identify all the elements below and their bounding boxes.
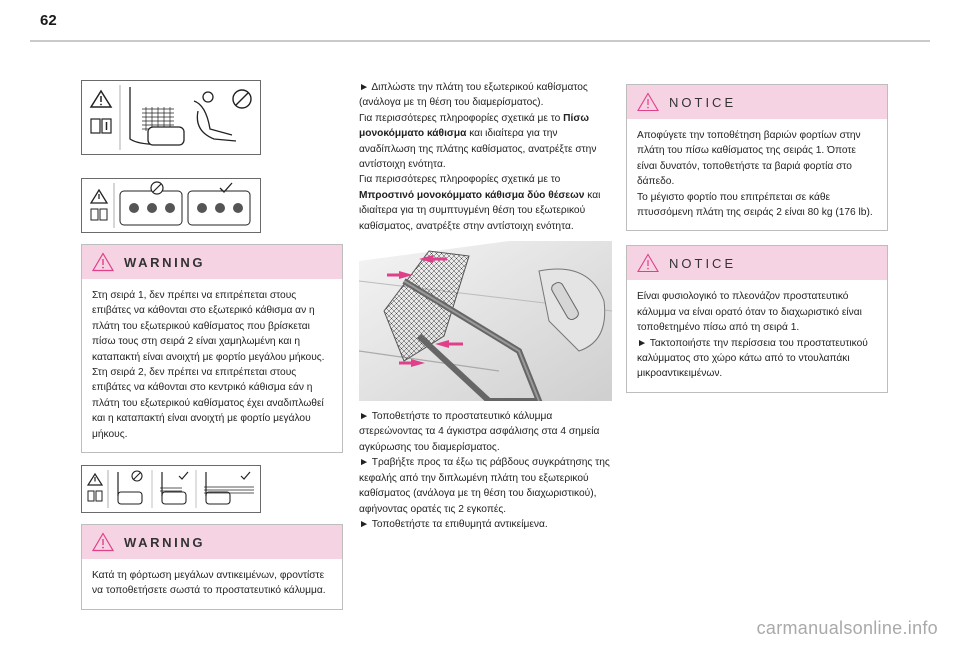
notice-title: NOTICE (669, 255, 737, 271)
instruction-step: ► Τοποθετήστε τα επιθυμητά αντικείμενα. (359, 518, 548, 530)
check-icon (179, 472, 188, 479)
warning-paragraph: Στη σειρά 1, δεν πρέπει να επιτρέπεται στους επιβάτες να κάθονται στο εξωτερικό κάθισμα αν η πλάτη του εξωτερικού καθίσματος που βρίσκεται πίσω τους στη σειρά 2 είναι χαμηλωμένη και η καταπακτή είναι ανοιχτή με φορτίο μεγάλου μήκους. (92, 290, 325, 363)
cargo-net-illustration (359, 241, 612, 401)
warning-triangle-icon (91, 91, 111, 107)
notice-paragraph: Το μέγιστο φορτίο που επιτρέπεται σε κάθε πτυσσόμενη πλάτη της σειράς 2 είναι 80 kg (176 lb). (637, 191, 873, 219)
warning-header (82, 245, 342, 279)
load-positions-label-illustration (82, 466, 260, 512)
reference-title: Μπροστινό μονοκόμματο κάθισμα δύο θέσεων (359, 189, 585, 201)
manual-book-icon (91, 119, 111, 133)
seat-positions-label-illustration (82, 179, 260, 232)
reference-paragraph: Για περισσότερες πληροφορίες σχετικά με το Μπροστινό μονοκόμματο κάθισμα δύο θέσεων και ιδιαίτερα για τη συμπτυγμένη θέση του εξωτερικού καθίσματος, ανατρέξτε στην αντίστοιχη ενότητα. (359, 174, 601, 232)
prohibited-icon (233, 90, 251, 108)
instructions-block-1 (359, 80, 612, 234)
right-column (626, 84, 888, 393)
notice-body (627, 119, 887, 230)
warning-box-1 (81, 244, 343, 453)
notice-body (627, 280, 887, 391)
warning-box-2 (81, 524, 343, 610)
top-rule (30, 40, 930, 42)
warning-triangle-icon (92, 532, 114, 552)
warning-triangle-icon (92, 252, 114, 272)
instructions-block-2 (359, 409, 612, 532)
middle-column (359, 80, 612, 532)
check-icon (241, 472, 250, 479)
warning-triangle-icon (91, 190, 107, 203)
watermark: carmanualsonline.info (756, 618, 938, 638)
notice-box-2 (626, 245, 888, 392)
manual-book-icon (88, 491, 102, 501)
warning-title: WARNING (124, 254, 206, 270)
manual-book-icon (91, 209, 107, 220)
notice-paragraph: Είναι φυσιολογικό το πλεονάζον προστατευτικό κάλυμμα να είναι ορατό όταν το διαχωριστικό είναι τοποθετημένο πίσω από τη σειρά 1. (637, 291, 862, 334)
warning-body (82, 559, 342, 609)
seat-warning-label-illustration (82, 81, 260, 154)
notice-paragraph: Αποφύγετε την τοποθέτηση βαριών φορτίων στην πλάτη του πίσω καθίσματος της σειράς 1. Όποτε είναι δυνατόν, τοποθετήστε τα βαριά φορτία στο δάπεδο. (637, 130, 861, 188)
notice-paragraph: ► Τακτοποιήστε την περίσσεια του προστατευτικού καλύμματος στο χώρο κάτω από το ντουλαπάκι μικροαντικειμένων. (637, 337, 868, 380)
instruction-step: ► Τοποθετήστε το προστατευτικό κάλυμμα στερεώνοντας τα 4 άγκιστρα ασφάλισης στα 4 σημεία αγκύρωσης του διαμερίσματος. (359, 411, 600, 453)
reference-paragraph: Για περισσότερες πληροφορίες σχετικά με το Πίσω μονοκόμματο κάθισμα και ιδιαίτερα για την αναδίπλωση της πλάτης καθίσματος, ανατρέξτε στην αντίστοιχη ενότητα. (359, 112, 597, 171)
warning-body (82, 279, 342, 452)
label-figure-load-positions (81, 465, 261, 513)
label-figure-seat-warning (81, 80, 261, 155)
instruction-step: ► Τραβήξτε προς τα έξω τις ράβδους συγκράτησης της κεφαλής από την διπλωμένη πλάτη του εξωτερικού καθίσματος (ανάλογα με τη θέση του διαχωριστικού), αφήνοντας ορατές τις 2 εγκοπές. (359, 457, 610, 515)
warning-paragraph: Στη σειρά 2, δεν πρέπει να επιτρέπεται στους επιβάτες να κάθονται στο κεντρικό κάθισμα εάν η πλάτη του εξωτερικού καθίσματος έχει αναδιπλωθεί και η καταπακτή είναι ανοιχτή με φορτίο μεγάλου μήκους. (92, 367, 324, 440)
warning-triangle-icon (88, 474, 102, 485)
label-figure-seat-positions (81, 178, 261, 233)
reference-title: Πίσω μονοκόμματο κάθισμα (359, 112, 589, 140)
cargo-net-photo (359, 241, 612, 401)
notice-triangle-icon (637, 92, 659, 112)
warning-paragraph: Κατά τη φόρτωση μεγάλων αντικειμένων, φροντίστε να τοποθετήσετε σωστά το προστατευτικό κάλυμμα. (92, 570, 326, 597)
notice-header (627, 85, 887, 119)
warning-header (82, 525, 342, 559)
left-column (81, 80, 343, 610)
prohibited-icon (151, 182, 163, 194)
page-number: 62 (40, 12, 57, 29)
notice-box-1 (626, 84, 888, 231)
notice-triangle-icon (637, 253, 659, 273)
instruction-step: ► Διπλώστε την πλάτη του εξωτερικού καθίσματος (ανάλογα με τη θέση του διαμερίσματος). (359, 82, 588, 109)
warning-title: WARNING (124, 534, 206, 550)
notice-header (627, 246, 887, 280)
prohibited-icon (132, 471, 142, 481)
notice-title: NOTICE (669, 94, 737, 110)
